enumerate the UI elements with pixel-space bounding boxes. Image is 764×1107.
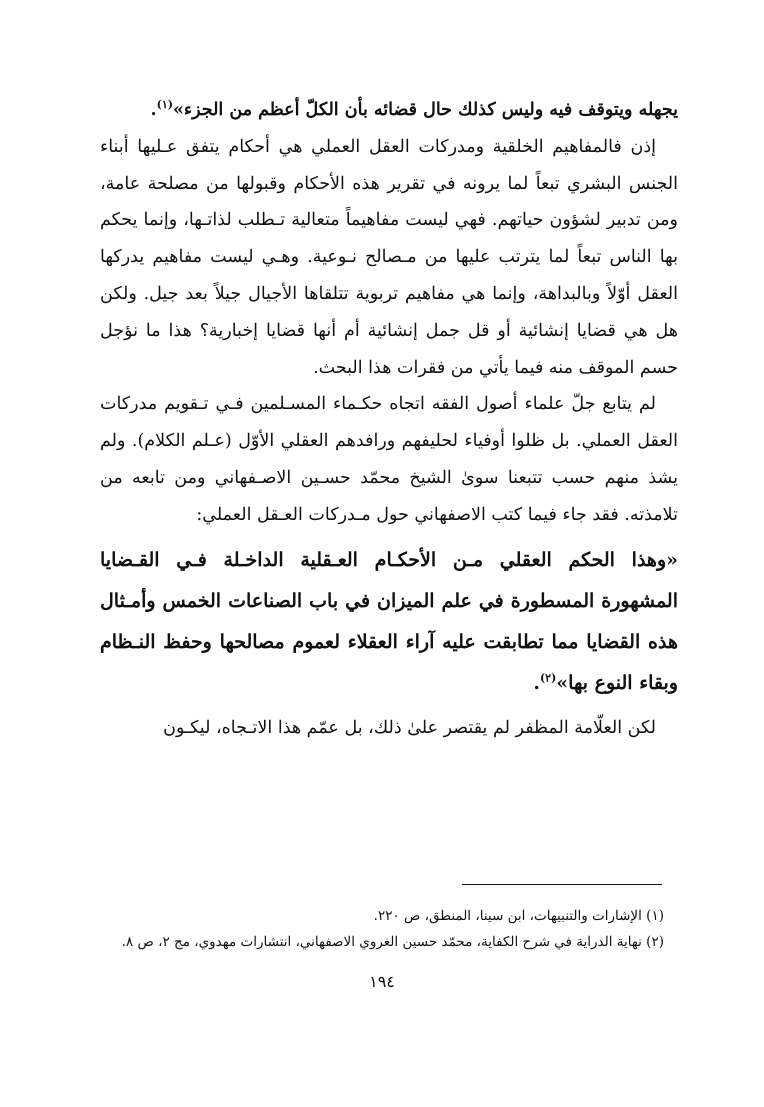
footnote-marker: (١) <box>646 908 664 924</box>
quote-text: «وهذا الحكم العقلي مـن الأحكـام العـقلية الداخـلة فـي القـضايا المشهورة المسطورة في علم الميزان في باب الصناعات الخمس وأمـثال هذه القضايا مما تطابقت عليه آراء العقلاء لعموم مصالحها وحفظ النـظام وبقاء النوع بها» <box>100 548 678 694</box>
footnote-ref-2[interactable]: (٢) <box>539 671 557 685</box>
footnotes <box>64 903 664 955</box>
paragraph-2: لم يتابع جلّ علماء أصول الفقه اتجاه حكـماء المسـلمين فـي تـقويم مدركات العقل العملي. بل ظلوا أوفياء لحليفهم ورافدهم العقلي الأوّل (عـلم الكلام). ولم يشذ منهم حسب تتبعنا سوىٰ الشيخ محمّد حسـين الاصـفهاني ومن تابعه من تلامذته. فقد جاء فيما كتب الاصفهاني حول مـدركات العـقل العملي: <box>100 394 678 525</box>
opening-end: . <box>150 100 157 120</box>
page-body <box>100 92 678 1012</box>
footnote-marker: (٢) <box>646 934 664 950</box>
page-number: ١٩٤ <box>369 972 395 991</box>
opening-text: يجهله ويتوقف فيه وليس كذلك حال قضائه بأن الكلّ أعظم من الجزء» <box>172 100 678 120</box>
paragraph-1: إذن فالمفاهيم الخلقية ومدركات العقل العملي هي أحكام يتفق عـليها أبناء الجنس البشري تبعاً لما يرونه في تقرير هذه الأحكام وقبولها من مصلحة عامة، ومن تدبير لشؤون حياتهم. فهي ليست مفاهيماً متعالية تـطلب لذاتـها، وإنما يحكم بها الناس تبعاً لما يترتب عليها من مـصالح نـوعية. وهـي ليست مفاهيم يدركها العقل أوّلاً وبالبداهة، وإنما هي مفاهيم تربوية تتلقاها الأجيال جيلاً بعد جيل. ولكن هل هي قضايا إنشائية أو قل جمل إنشائية أم أنها قضايا إخبارية؟ هذا ما نؤجل حسم الموقف منه فيما يأتي من فقرات هذا البحث. <box>100 136 678 378</box>
footnote-divider <box>462 884 662 885</box>
quote-end: . <box>533 671 540 694</box>
footnote-1 <box>64 903 664 929</box>
block-quote <box>100 540 678 704</box>
footnote-2 <box>64 929 664 955</box>
footnote-ref-1[interactable]: (١) <box>156 98 173 112</box>
opening-paragraph <box>100 92 678 129</box>
footnote-text: نهاية الدراية في شرح الكفاية، محمّد حسين الغروي الاصفهاني، انتشارات مهدوي، مج ٢، ص ٨. <box>121 934 642 950</box>
footnote-text: الإشارات والتنبيهات، ابن سينا، المنطق، ص ٢٢٠. <box>373 908 642 924</box>
paragraph-3: لكن العلّامة المظفر لم يقتصر علىٰ ذلك، بل عمّم هذا الاتـجاه، ليكـون <box>163 717 656 738</box>
